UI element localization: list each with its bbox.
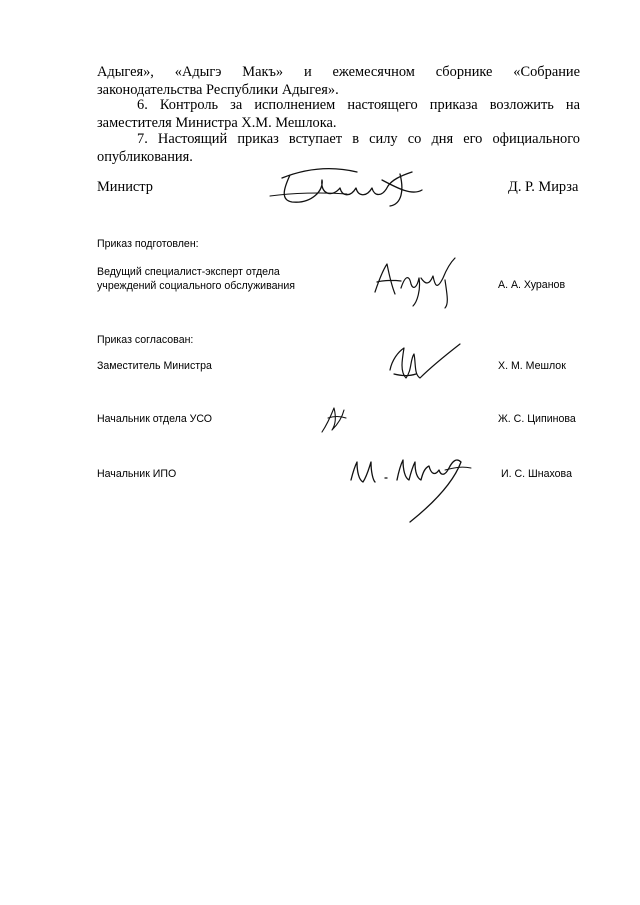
minister-title: Министр: [97, 179, 153, 195]
prepared-position-line-1: Ведущий специалист-эксперт отдела: [97, 266, 280, 278]
paragraph-item-7: 7. Настоящий приказ вступает в силу со дня его официального опубликования.: [97, 131, 580, 165]
paragraph-publication-line-1: Адыгея», «Адыгэ Макъ» и ежемесячном сборнике «Собрание: [97, 64, 580, 80]
agreed-position-ipo: Начальник ИПО: [97, 468, 177, 480]
paragraph-item-6: 6. Контроль за исполнением настоящего приказа возложить на заместителя Министра Х.М. Мешлока.: [97, 97, 580, 131]
prepared-position-line-2: учреждений социального обслуживания: [97, 280, 296, 292]
agreed-heading: Приказ согласован:: [97, 334, 194, 346]
agreed-name-deputy: Х. М. Мешлок: [498, 360, 566, 372]
agreed-name-ipo: И. С. Шнахова: [501, 468, 572, 480]
ipo-signature: [345, 448, 480, 528]
prepared-position: [97, 265, 357, 293]
paragraph-publication: [97, 63, 580, 99]
prepared-heading: Приказ подготовлен:: [97, 238, 199, 250]
agreed-position-deputy: Заместитель Министра: [97, 360, 212, 372]
agreed-name-uso: Ж. С. Ципинова: [498, 413, 576, 425]
prepared-name: А. А. Хуранов: [498, 279, 566, 291]
deputy-signature: [380, 330, 480, 385]
minister-signature: [262, 160, 442, 220]
uso-signature: [318, 396, 358, 438]
prepared-signature: [365, 250, 465, 310]
agreed-position-uso: Начальник отдела УСО: [97, 413, 213, 425]
minister-name: Д. Р. Мирза: [508, 179, 579, 195]
paragraph-publication-line-2: законодательства Республики Адыгея».: [97, 82, 339, 98]
